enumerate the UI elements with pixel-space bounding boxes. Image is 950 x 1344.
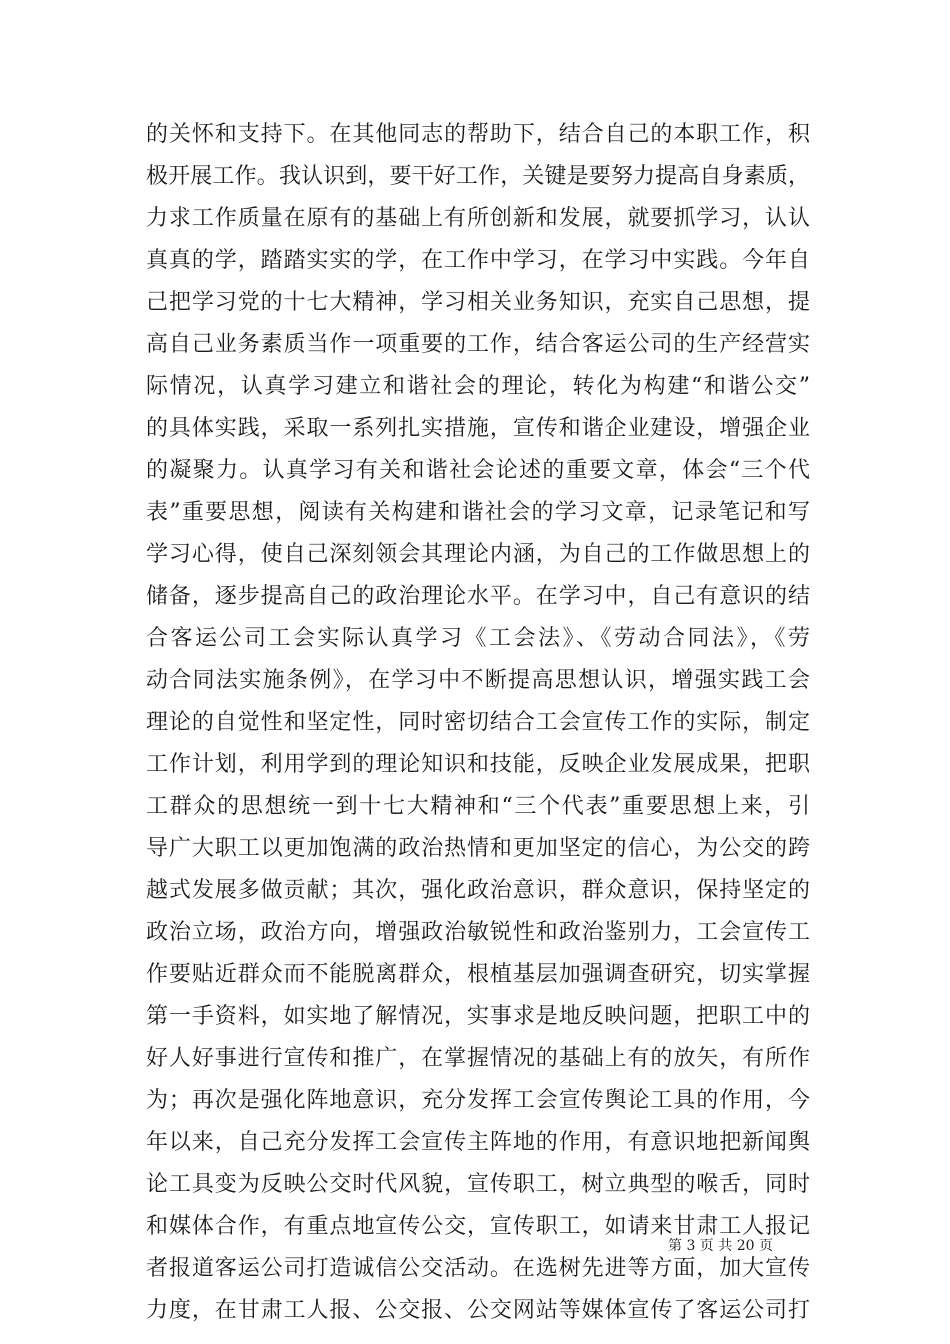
- text-line: 第一手资料，如实地了解情况，实事求是地反映问题，把职工中的: [146, 1004, 810, 1029]
- text-line: 导广大职工以更加饱满的政治热情和更加坚定的信心，为公交的跨: [146, 836, 810, 861]
- text-line: 力求工作质量在原有的基础上有所创新和发展，就要抓学习，认认: [146, 206, 810, 231]
- text-line: 的具体实践，采取一系列扎实措施，宣传和谐企业建设，增强企业: [146, 416, 810, 441]
- text-line: 储备，逐步提高自己的政治理论水平。在学习中，自己有意识的结: [146, 584, 810, 609]
- text-line: 作要贴近群众而不能脱离群众，根植基层加强调查研究，切实掌握: [146, 962, 810, 987]
- text-line: 为；再次是强化阵地意识，充分发挥工会宣传舆论工具的作用，今: [146, 1088, 810, 1113]
- text-line: 论工具变为反映公交时代风貌，宣传职工，树立典型的喉舌，同时: [146, 1172, 810, 1197]
- text-line: 动合同法实施条例》，在学习中不断提高思想认识，增强实践工会: [146, 668, 810, 693]
- text-line: 理论的自觉性和坚定性，同时密切结合工会宣传工作的实际，制定: [146, 710, 810, 735]
- text-line: 好人好事进行宣传和推广，在掌握情况的基础上有的放矢，有所作: [146, 1046, 810, 1071]
- text-line: 真真的学，踏踏实实的学，在工作中学习，在学习中实践。今年自: [146, 248, 810, 273]
- text-line: 高自己业务素质当作一项重要的工作，结合客运公司的生产经营实: [146, 332, 810, 357]
- body-text: [146, 114, 810, 1332]
- text-line: 工作计划，利用学到的理论知识和技能，反映企业发展成果，把职: [146, 752, 810, 777]
- text-line: 者报道客运公司打造诚信公交活动。在选树先进等方面，加大宣传: [146, 1256, 810, 1281]
- text-line: 和媒体合作，有重点地宣传公交，宣传职工，如请来甘肃工人报记: [146, 1214, 810, 1239]
- text-line: 际情况，认真学习建立和谐社会的理论，转化为构建“和谐公交”: [146, 374, 810, 399]
- text-line: 己把学习党的十七大精神，学习相关业务知识，充实自己思想，提: [146, 290, 810, 315]
- text-line: 的关怀和支持下。在其他同志的帮助下，结合自己的本职工作，积: [146, 122, 810, 147]
- page-number-footer: 第 3 页 共 20 页: [668, 1238, 773, 1254]
- text-line: 年以来，自己充分发挥工会宣传主阵地的作用，有意识地把新闻舆: [146, 1130, 810, 1155]
- text-line: 工群众的思想统一到十七大精神和“三个代表”重要思想上来，引: [146, 794, 810, 819]
- text-line: 合客运公司工会实际认真学习《工会法》、《劳动合同法》，《劳: [146, 626, 810, 651]
- text-line: 极开展工作。我认识到，要干好工作，关键是要努力提高自身素质，: [146, 164, 810, 189]
- text-line: 学习心得，使自己深刻领会其理论内涵，为自己的工作做思想上的: [146, 542, 810, 567]
- text-line: 力度，在甘肃工人报、公交报、公交网站等媒体宣传了客运公司打: [146, 1298, 810, 1323]
- text-line: 越式发展多做贡献；其次，强化政治意识，群众意识，保持坚定的: [146, 878, 810, 903]
- text-line: 表”重要思想，阅读有关构建和谐社会的学习文章，记录笔记和写: [146, 500, 810, 525]
- text-line: 政治立场，政治方向，增强政治敏锐性和政治鉴别力，工会宣传工: [146, 920, 810, 945]
- text-line: 的凝聚力。认真学习有关和谐社会论述的重要文章，体会“三个代: [146, 458, 810, 483]
